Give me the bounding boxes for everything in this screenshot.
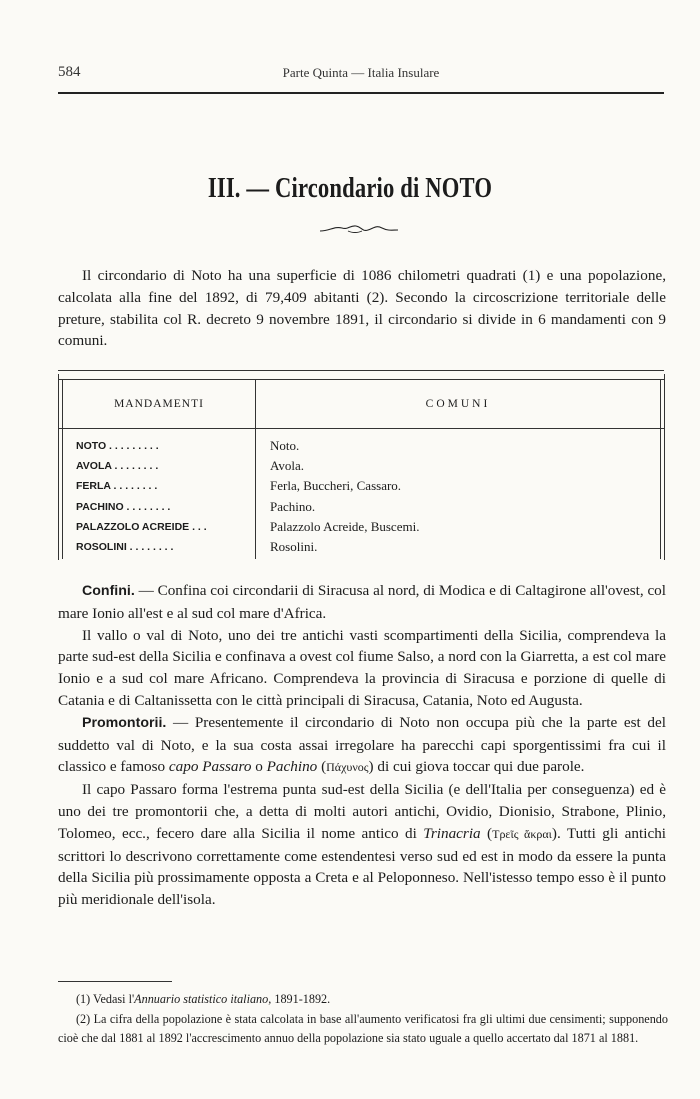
- promontorii-paragraph: Promontorii. — Presentemente il circondario di Noto non occupa più che la parte est del suddetto val di Noto, e la sua costa assai irregolare ha parecchi capi sporgentissimi fra cui il classico e famoso capo Passaro o Pachino (Πάχυνος) di cui giova toccar qui due parole.: [58, 713, 666, 776]
- promontorii-text: o: [251, 758, 267, 776]
- table-row: [58, 438, 664, 458]
- footnote-1: [58, 990, 668, 1010]
- mandamento-cell: PACHINO . . . . . . . .: [76, 500, 171, 513]
- passaro-text: Il capo Passaro forma l'estrema punta sud-est della Sicilia (e dell'Italia per conseguenza) ed è uno dei tre promontorii che, a detta di molti autori antichi, Ovidio, Dionisio, Strabone, Plinio, Tolomeo, ecc., fecero dare alla Sicilia il nome antico di: [58, 781, 666, 842]
- mandamento-cell: PALAZZOLO ACREIDE . . .: [76, 520, 207, 533]
- comuni-cell: Avola.: [270, 458, 305, 474]
- comuni-cell: Ferla, Buccheri, Cassaro.: [270, 478, 402, 494]
- main-text: [58, 580, 666, 911]
- table-row: [58, 499, 664, 519]
- intro-paragraph: [58, 265, 666, 352]
- confini-heading: Confini.: [82, 583, 135, 599]
- capo-passaro-term: capo Passaro: [168, 758, 252, 776]
- confini-text: — Confina coi circondarii di Siracusa al nord, di Modica e di Caltagirone all'ovest, col mare Ionio all'est e al sud col mare d'Africa.: [58, 582, 666, 622]
- footnote-2: (2) La cifra della popolazione è stata calcolata in base all'aumento verificatosi fra gli ultimi due censimenti; supponendo cioè che dal 1881 al 1892 l'accrescimento annuo della popolazione sia stato uguale a quello accertato dal 1871 al 1881.: [58, 1011, 668, 1045]
- mandamenti-table: [58, 370, 666, 568]
- intro-text: Il circondario di Noto ha una superficie di 1086 chilometri quadrati (1) e una popolazione, calcolata alla fine del 1892, di 79,409 abitanti (2). Secondo la circoscrizione territoriale delle preture, stabilita col R. decreto 9 novembre 1891, il circondario si divide in 6 mandamenti con 9 comuni.: [58, 267, 666, 350]
- passaro-text: ). Tutti gli antichi scrittori lo descrivono correttamente come estendentesi verso sud ed est in modo da essere la punta della Sicilia più prossimamente opposta a Creta e al Peloponneso. Nell'istesso tempo esso è il punto più meridionale dell'isola.: [58, 824, 667, 909]
- page-number: 584: [58, 64, 81, 80]
- footnote-text: (1) Vedasi l': [76, 992, 135, 1006]
- footnote-rule: [58, 981, 172, 982]
- comuni-cell: Pachino.: [270, 498, 316, 514]
- comuni-cell: Noto.: [270, 438, 300, 453]
- column-header-mandamenti: MANDAMENTI: [114, 398, 204, 410]
- confini-paragraph: [58, 580, 666, 625]
- chapter-title: III. — Circondario di NOTO: [207, 172, 493, 204]
- footnote-text: , 1891-1892.: [268, 992, 331, 1006]
- trinacria-term: Trinacria: [423, 824, 481, 842]
- footnote-title: Annuario statistico italiano: [134, 992, 269, 1006]
- comuni-cell: Rosolini.: [270, 538, 318, 554]
- table-body: [58, 438, 664, 559]
- mandamento-cell: ROSOLINI . . . . . . . .: [76, 540, 174, 553]
- footnotes: [58, 990, 668, 1049]
- greek-term: Πάχυνος: [326, 760, 369, 775]
- table-row: [58, 478, 664, 498]
- vallo-paragraph: Il vallo o val di Noto, uno dei tre antichi vasti scompartimenti della Sicilia, comprendeva la parte sud-est della Sicilia e confinava a ovest col fiume Salso, a nord con la Giarretta, a est col mare Ionio e a sud col mare Africano. Comprendeva la provincia di Siracusa e porzione di quelle di Catania e di Caltanissetta con le città principali di Siracusa, Catania, Noto ed Augusta.: [58, 626, 666, 709]
- comuni-cell: Palazzolo Acreide, Buscemi.: [270, 518, 420, 534]
- pachino-term: Pachino: [266, 758, 318, 776]
- table-border: [664, 374, 665, 560]
- table-header-rule: [58, 428, 664, 429]
- mandamento-cell: NOTO . . . . . . . . .: [76, 440, 159, 452]
- greek-term: Τρεῖς ἄκραι: [492, 826, 552, 841]
- mandamento-cell: AVOLA . . . . . . . .: [76, 460, 159, 473]
- mandamento-cell: FERLA . . . . . . . .: [76, 480, 158, 493]
- running-title: Parte Quinta — Italia Insulare: [282, 65, 440, 80]
- column-header-comuni: COMUNI: [425, 398, 491, 410]
- promontorii-heading: Promontorii.: [82, 714, 167, 731]
- table-row: [58, 519, 664, 539]
- table-rule: [58, 370, 664, 371]
- passaro-paragraph: Il capo Passaro forma l'estrema punta sud-est della Sicilia (e dell'Italia per conseguenza) ed è uno dei tre promontorii che, a detta di molti autori antichi, Ovidio, Dionisio, Strabone, Plinio, Tolomeo, ecc., fecero dare alla Sicilia il nome antico di Trinacria (Τρεῖς ἄκραι). Tutti gli antichi scrittori lo descrivono correttamente come estendentesi verso sud ed est in modo da essere la punta della Sicilia più prossimamente opposta a Creta e al Peloponneso. Nell'istesso tempo esso è il punto più meridionale dell'isola.: [58, 781, 667, 909]
- ornament-flourish-icon: [318, 222, 400, 236]
- header-rule: [58, 92, 664, 94]
- table-row: [58, 539, 664, 559]
- table-rule: [58, 379, 664, 380]
- promontorii-text: ) di cui giova toccar qui due parole.: [368, 758, 585, 776]
- table-row: [58, 458, 664, 478]
- promontorii-text: — Presentemente il circondario di Noto non occupa più che la parte est del suddetto val di Noto, e la sua costa assai irregolare ha parecchi capi sporgentissimi fra cui il classico e famoso: [58, 713, 666, 776]
